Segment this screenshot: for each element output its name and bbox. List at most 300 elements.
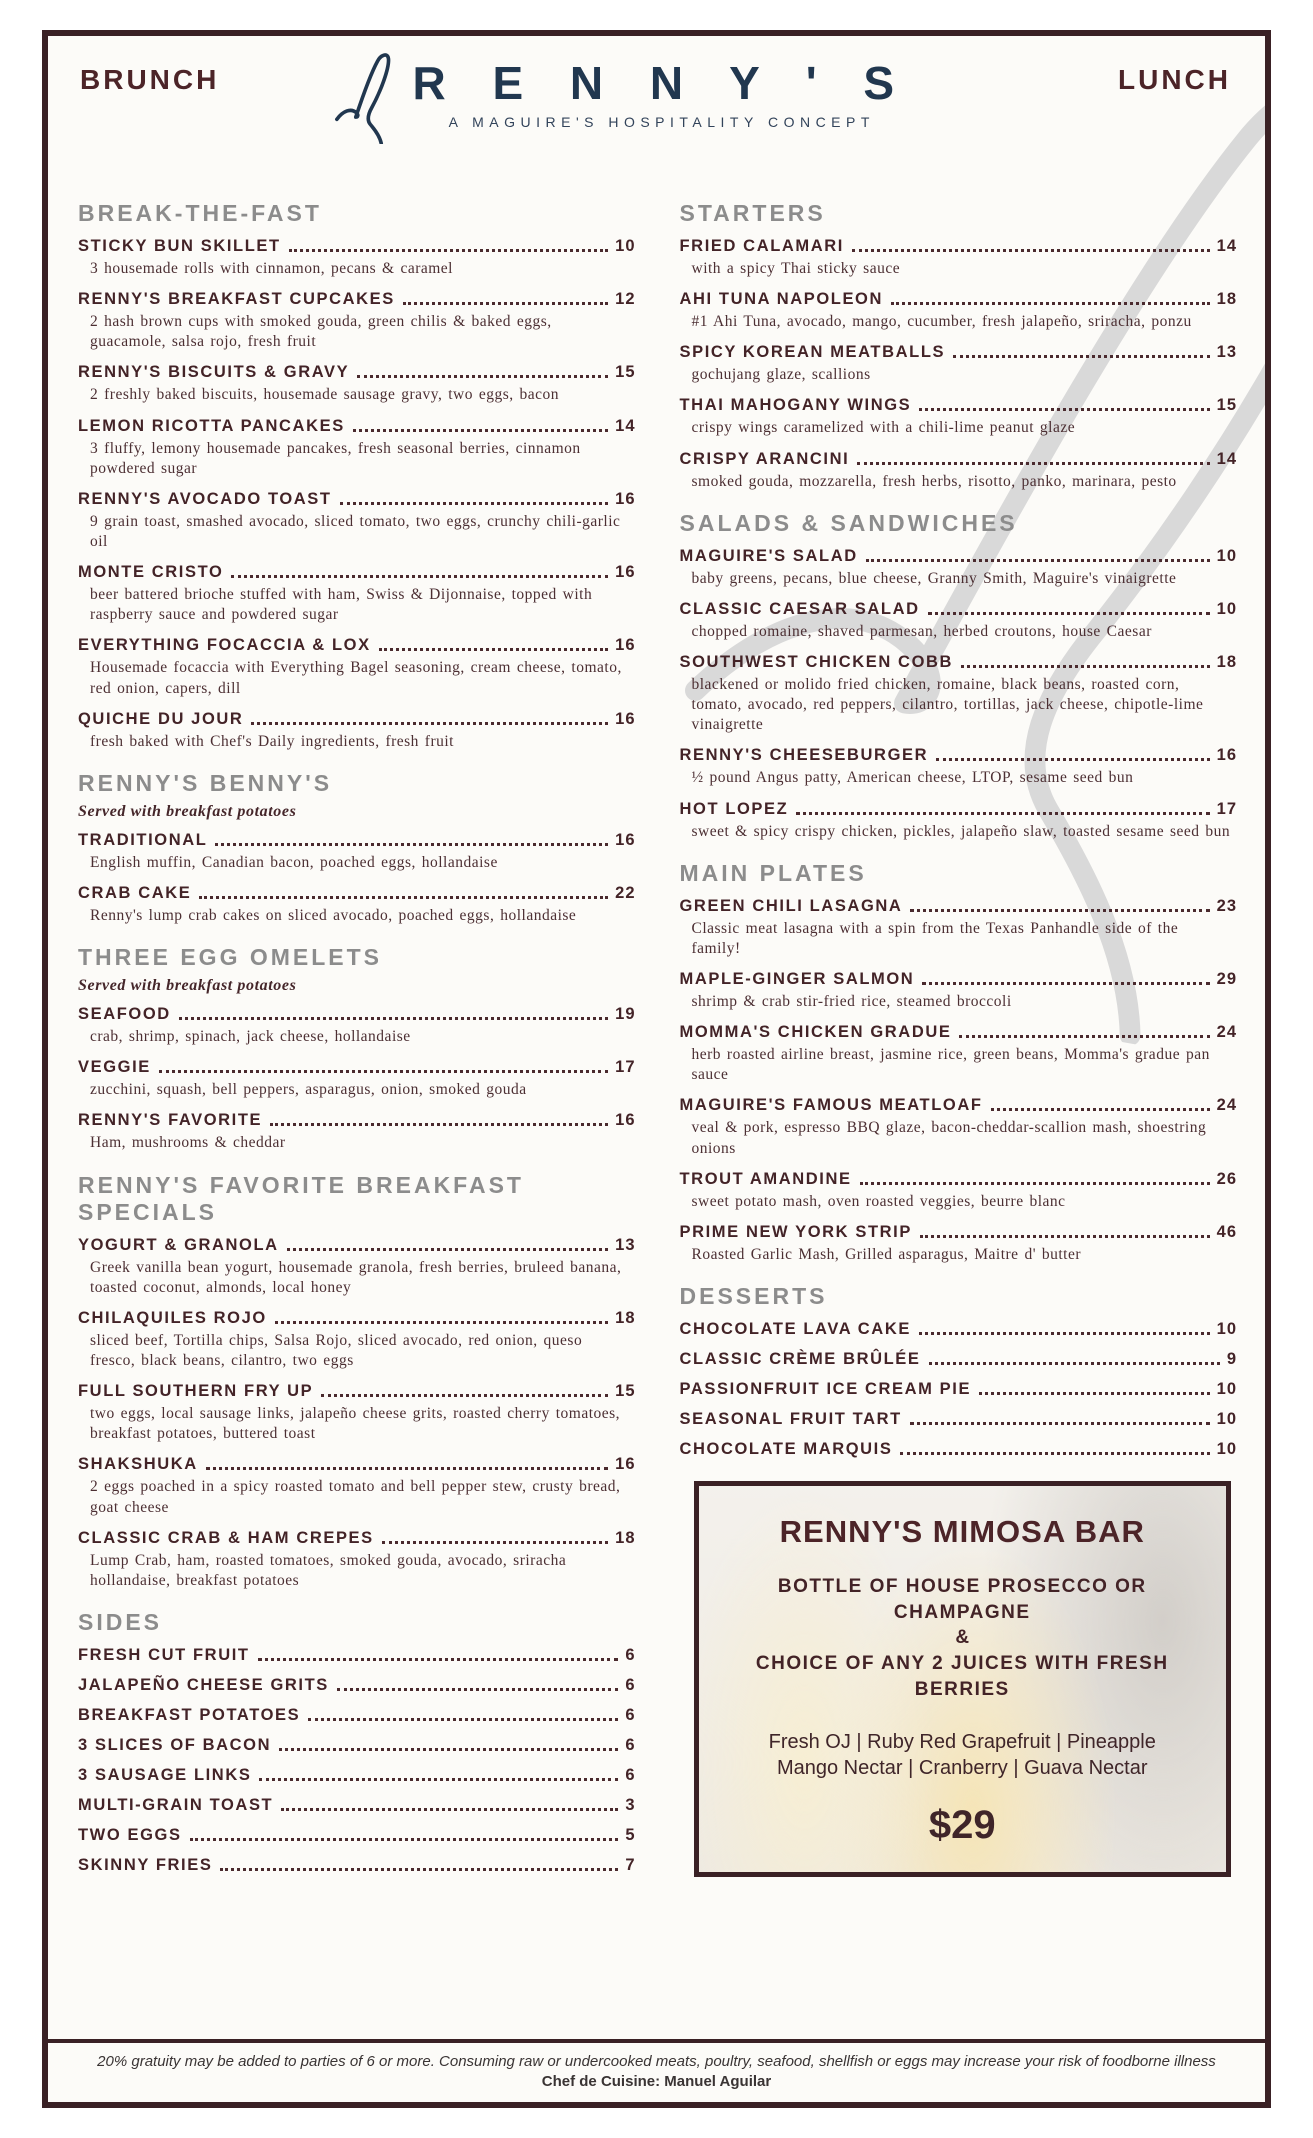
mimosa-bar-line1: BOTTLE OF HOUSE PROSECCO OR CHAMPAGNE <box>777 1575 1147 1623</box>
menu-item <box>680 343 1238 385</box>
lunch-label: LUNCH <box>1118 64 1231 95</box>
mimosa-bar-amp: & <box>955 1627 970 1649</box>
menu-item-row <box>78 237 636 256</box>
dotted-leader <box>382 1541 608 1544</box>
item-description: blackened or molido fried chicken, romaine, black beans, roasted corn, tomato, avocado, red peppers, cilantro, tortillas, jack cheese, chipotle-lime vinaigrette <box>691 675 1204 734</box>
item-price: 26 <box>1216 1169 1237 1188</box>
dotted-leader <box>919 408 1209 411</box>
item-price: 16 <box>615 563 636 582</box>
menu-item <box>680 547 1238 589</box>
item-price: 13 <box>1216 343 1237 362</box>
item-name: CHILAQUILES ROJO <box>78 1308 267 1327</box>
menu-item <box>78 1856 636 1875</box>
menu-item-row <box>680 1320 1238 1339</box>
item-name: RENNY'S AVOCADO TOAST <box>78 489 332 508</box>
item-name: PRIME NEW YORK STRIP <box>679 1222 912 1241</box>
menu-footer <box>48 2039 1265 2102</box>
item-name: MONTE CRISTO <box>78 563 224 582</box>
section-title: THREE EGG OMELETS <box>78 944 383 971</box>
item-price: 10 <box>1216 1379 1237 1398</box>
item-description: Ham, mushrooms & cheddar <box>90 1134 286 1152</box>
section-title: STARTERS <box>679 200 826 226</box>
menu-item <box>680 800 1238 842</box>
menu-section <box>680 1283 1238 1459</box>
menu-item <box>78 1676 636 1695</box>
dotted-leader <box>281 1808 618 1811</box>
dotted-leader <box>852 249 1210 252</box>
menu-item-row <box>680 1170 1238 1189</box>
item-price: 24 <box>1216 1096 1237 1115</box>
section-title: BREAK-THE-FAST <box>78 200 322 226</box>
item-name: CLASSIC CAESAR SALAD <box>679 599 920 618</box>
item-name: MAGUIRE'S SALAD <box>679 546 858 565</box>
menu-item-row <box>680 1023 1238 1042</box>
menu-item-row <box>78 1058 636 1077</box>
item-description: veal & pork, espresso BBQ glaze, bacon-cheddar-scallion mash, shoestring onions <box>691 1119 1207 1157</box>
dotted-leader <box>159 1070 608 1073</box>
menu-item <box>78 1646 636 1665</box>
menu-section <box>78 1609 636 1875</box>
item-price: 18 <box>615 1308 636 1327</box>
menu-item <box>78 710 636 752</box>
menu-item-row <box>78 290 636 309</box>
item-description: 9 grain toast, smashed avocado, sliced tomato, two eggs, crunchy chili-garlic oil <box>90 512 621 550</box>
menu-item-row <box>680 897 1238 916</box>
item-name: RENNY'S CHEESEBURGER <box>679 746 929 765</box>
section-title: MAIN PLATES <box>679 859 867 886</box>
menu-item-row <box>680 290 1238 309</box>
dotted-leader <box>953 355 1210 358</box>
section-items <box>78 1236 636 1591</box>
menu-item-row <box>78 1796 636 1815</box>
menu-item-row <box>680 653 1238 672</box>
item-price: 14 <box>1216 449 1237 468</box>
item-name: CRAB CAKE <box>78 883 192 902</box>
item-price: 10 <box>1216 1409 1237 1428</box>
item-name: TROUT AMANDINE <box>679 1169 852 1188</box>
menu-item <box>680 1096 1238 1158</box>
menu-item <box>680 1023 1238 1085</box>
menu-item-row <box>680 970 1238 989</box>
item-price: 3 <box>625 1795 636 1814</box>
menu-item-row <box>78 1676 636 1695</box>
item-description: Greek vanilla bean yogurt, housemade granola, fresh berries, bruleed banana, toasted coconut, almonds, local honey <box>90 1258 622 1296</box>
menu-item-row <box>78 1005 636 1024</box>
menu-item <box>680 1440 1238 1459</box>
dotted-leader <box>287 1248 608 1251</box>
dotted-leader <box>275 1321 608 1324</box>
dotted-leader <box>910 909 1209 912</box>
section-items <box>78 237 636 752</box>
item-description: zucchini, squash, bell peppers, asparagus, onion, smoked gouda <box>90 1081 527 1099</box>
menu-item-row <box>680 450 1238 469</box>
menu-section <box>78 944 636 1153</box>
item-price: 16 <box>615 1111 636 1130</box>
item-price: 12 <box>615 290 636 309</box>
menu-item <box>680 746 1238 788</box>
dotted-leader <box>206 1467 608 1470</box>
menu-header <box>48 36 1265 194</box>
menu-item <box>680 1410 1238 1429</box>
item-price: 18 <box>615 1528 636 1547</box>
menu-page <box>42 30 1271 2108</box>
item-price: 5 <box>625 1825 636 1844</box>
item-description: #1 Ahi Tuna, avocado, mango, cucumber, fresh jalapeño, sriracha, ponzu <box>691 313 1192 331</box>
dotted-leader <box>860 1182 1210 1185</box>
dotted-leader <box>991 1108 1210 1111</box>
menu-item-row <box>680 547 1238 566</box>
item-price: 16 <box>615 636 636 655</box>
item-description: baby greens, pecans, blue cheese, Granny Smith, Maguire's vinaigrette <box>691 569 1177 587</box>
dotted-leader <box>920 1235 1210 1238</box>
item-price: 6 <box>625 1645 636 1664</box>
dotted-leader <box>179 1017 608 1020</box>
item-price: 16 <box>615 709 636 728</box>
mimosa-juices-line1: Fresh OJ | Ruby Red Grapefruit | Pineapple <box>768 1730 1156 1753</box>
menu-item <box>78 417 636 479</box>
menu-section <box>680 510 1238 842</box>
dotted-leader <box>258 1658 619 1661</box>
item-description: chopped romaine, shaved parmesan, herbed croutons, house Caesar <box>691 622 1152 640</box>
dotted-leader <box>919 1332 1210 1335</box>
menu-item <box>680 653 1238 735</box>
menu-section <box>680 200 1238 492</box>
mimosa-bar-price: $29 <box>928 1802 996 1847</box>
item-price: 15 <box>1216 396 1237 415</box>
dotted-leader <box>220 1868 618 1871</box>
item-price: 10 <box>1216 546 1237 565</box>
menu-item-row <box>680 1410 1238 1429</box>
item-price: 14 <box>1216 237 1237 255</box>
item-name: TRADITIONAL <box>78 830 208 849</box>
mimosa-bar-line2: CHOICE OF ANY 2 JUICES WITH FRESH BERRIES <box>755 1653 1169 1700</box>
mimosa-bar-title: RENNY'S MIMOSA BAR <box>779 1513 1145 1549</box>
item-name: TWO EGGS <box>78 1825 182 1844</box>
item-price: 7 <box>625 1855 636 1874</box>
menu-item <box>78 290 636 352</box>
item-price: 6 <box>625 1675 636 1694</box>
section-items <box>78 1646 636 1875</box>
menu-item-row <box>78 1856 636 1875</box>
menu-item-row <box>78 1236 636 1255</box>
item-name: BREAKFAST POTATOES <box>78 1705 301 1724</box>
item-name: JALAPEÑO CHEESE GRITS <box>78 1675 329 1694</box>
item-name: RENNY'S BISCUITS & GRAVY <box>78 363 350 382</box>
menu-item <box>78 563 636 625</box>
item-price: 22 <box>615 883 636 902</box>
menu-item-row <box>78 1766 636 1785</box>
section-title: SIDES <box>78 1608 163 1635</box>
item-price: 19 <box>615 1005 636 1024</box>
menu-item <box>680 396 1238 438</box>
menu-item <box>78 1796 636 1815</box>
section-note: Served with breakfast potatoes <box>78 977 297 995</box>
menu-item <box>680 450 1238 492</box>
item-price: 16 <box>615 1455 636 1474</box>
item-name: HOT LOPEZ <box>679 799 789 818</box>
dotted-leader <box>231 575 608 578</box>
item-price: 17 <box>615 1058 636 1077</box>
item-name: AHI TUNA NAPOLEON <box>679 290 884 309</box>
section-items <box>78 1005 636 1153</box>
section-items <box>78 831 636 926</box>
item-description: with a spicy Thai sticky sauce <box>691 260 901 277</box>
item-name: MAGUIRE'S FAMOUS MEATLOAF <box>679 1096 983 1115</box>
brand-tagline: A MAGUIRE'S HOSPITALITY CONCEPT <box>448 114 875 130</box>
menu-columns <box>48 194 1265 1886</box>
item-price: 10 <box>615 237 636 255</box>
item-name: 3 SLICES OF BACON <box>78 1735 272 1754</box>
dotted-leader <box>936 758 1210 761</box>
menu-item-row <box>78 1736 636 1755</box>
section-items <box>680 237 1238 492</box>
item-description: two eggs, local sausage links, jalapeño cheese grits, roasted cherry tomatoes, breakfast potatoes, buttered toast <box>90 1405 621 1443</box>
section-title: RENNY'S BENNY'S <box>78 769 333 796</box>
dotted-leader <box>259 1778 618 1781</box>
item-price: 6 <box>625 1735 636 1754</box>
item-name: SKINNY FRIES <box>78 1855 213 1874</box>
menu-item-row <box>680 746 1238 765</box>
item-name: FRIED CALAMARI <box>679 237 844 255</box>
item-description: 3 fluffy, lemony housemade pancakes, fresh seasonal berries, cinnamon powdered sugar <box>90 439 581 477</box>
dotted-leader <box>866 559 1210 562</box>
menu-item-row <box>78 1826 636 1845</box>
dotted-leader <box>891 302 1210 305</box>
menu-item <box>78 363 636 405</box>
item-price: 14 <box>615 416 636 435</box>
dotted-leader <box>959 1035 1209 1038</box>
item-price: 6 <box>625 1765 636 1784</box>
menu-item-row <box>78 363 636 382</box>
menu-item <box>680 897 1238 959</box>
menu-item-row <box>680 1380 1238 1399</box>
item-name: GREEN CHILI LASAGNA <box>679 896 903 915</box>
menu-item <box>78 1236 636 1298</box>
menu-item <box>680 600 1238 642</box>
section-title: DESSERTS <box>679 1282 828 1309</box>
dotted-leader <box>308 1718 618 1721</box>
right-column-sections <box>680 200 1238 1459</box>
item-price: 24 <box>1216 1023 1237 1042</box>
dotted-leader <box>979 1392 1210 1395</box>
menu-item-row <box>680 343 1238 362</box>
menu-item-row <box>78 1646 636 1665</box>
item-name: THAI MAHOGANY WINGS <box>679 396 912 415</box>
menu-item-row <box>78 884 636 903</box>
item-description: sliced beef, Tortilla chips, Salsa Rojo, sliced avocado, red onion, queso fresco, black beans, cilantro, two eggs <box>90 1331 583 1369</box>
item-price: 9 <box>1226 1349 1237 1368</box>
dotted-leader <box>857 462 1209 465</box>
menu-item <box>680 1170 1238 1212</box>
menu-section <box>78 200 636 752</box>
item-description: crispy wings caramelized with a chili-lime peanut glaze <box>691 419 1076 437</box>
dotted-leader <box>321 1394 608 1397</box>
menu-item <box>78 1005 636 1047</box>
menu-item-row <box>680 396 1238 415</box>
dotted-leader <box>251 722 608 725</box>
brunch-label: BRUNCH <box>80 64 220 95</box>
dotted-leader <box>279 1748 618 1751</box>
item-name: SHAKSHUKA <box>78 1455 198 1474</box>
menu-item-row <box>680 600 1238 619</box>
item-name: YOGURT & GRANOLA <box>78 1235 279 1254</box>
menu-item-row <box>680 1350 1238 1369</box>
item-name: 3 SAUSAGE LINKS <box>78 1765 252 1784</box>
item-description: Classic meat lasagna with a spin from the Texas Panhandle side of the family! <box>691 919 1179 957</box>
item-name: EVERYTHING FOCACCIA & LOX <box>78 636 371 655</box>
menu-item <box>78 1382 636 1444</box>
dotted-leader <box>403 302 608 305</box>
dotted-leader <box>199 896 608 899</box>
logo-r-icon <box>332 48 398 144</box>
item-price: 15 <box>615 363 636 382</box>
item-name: STICKY BUN SKILLET <box>78 237 281 255</box>
item-price: 16 <box>615 489 636 508</box>
dotted-leader <box>379 648 608 651</box>
menu-item-row <box>680 800 1238 819</box>
menu-item <box>680 237 1238 279</box>
menu-item-row <box>680 1096 1238 1115</box>
item-price: 17 <box>1216 799 1237 818</box>
menu-item <box>78 1309 636 1371</box>
item-name: MULTI-GRAIN TOAST <box>78 1795 274 1814</box>
menu-item-row <box>78 1111 636 1130</box>
item-description: Lump Crab, ham, roasted tomatoes, smoked gouda, avocado, sriracha hollandaise, breakfast potatoes <box>90 1551 567 1589</box>
menu-item <box>680 290 1238 332</box>
menu-item <box>78 636 636 698</box>
menu-item <box>78 1529 636 1591</box>
menu-section <box>680 860 1238 1265</box>
item-description: 2 freshly baked biscuits, housemade sausage gravy, two eggs, bacon <box>90 386 560 404</box>
mimosa-bar-juices <box>719 1729 1207 1781</box>
menu-item-row <box>680 1440 1238 1459</box>
dotted-leader <box>215 843 608 846</box>
item-description: ½ pound Angus patty, American cheese, LTOP, sesame seed bun <box>691 769 1134 787</box>
dotted-leader <box>353 429 608 432</box>
section-note: Served with breakfast potatoes <box>78 802 297 820</box>
item-name: RENNY'S FAVORITE <box>78 1111 263 1130</box>
item-name: MOMMA'S CHICKEN GRADUE <box>679 1023 952 1042</box>
item-description: Roasted Garlic Mash, Grilled asparagus, Maitre d' butter <box>691 1245 1082 1263</box>
menu-item <box>680 1320 1238 1339</box>
item-description: shrimp & crab stir-fried rice, steamed broccoli <box>691 992 1012 1010</box>
item-name: RENNY'S BREAKFAST CUPCAKES <box>78 290 395 309</box>
section-items <box>680 897 1238 1265</box>
dotted-leader <box>289 249 608 252</box>
left-column <box>78 200 636 1886</box>
dotted-leader <box>928 612 1210 615</box>
item-description: 2 hash brown cups with smoked gouda, green chilis & baked eggs, guacamole, salsa rojo, fresh fruit <box>90 313 552 351</box>
right-column <box>680 200 1238 1886</box>
dotted-leader <box>796 812 1209 815</box>
footer-disclaimer: 20% gratuity may be added to parties of 6 or more. Consuming raw or undercooked meats, poultry, seafood, shellfish or eggs may increase your risk of foodborne illness <box>97 2053 1216 2070</box>
menu-item <box>78 490 636 552</box>
item-description: crab, shrimp, spinach, jack cheese, hollandaise <box>90 1028 411 1046</box>
menu-item <box>78 1826 636 1845</box>
menu-item <box>78 884 636 926</box>
section-title: SALADS & SANDWICHES <box>679 509 1018 536</box>
menu-item-row <box>78 636 636 655</box>
item-name: CHOCOLATE LAVA CAKE <box>679 1319 911 1338</box>
mimosa-bar-box <box>694 1481 1232 1877</box>
item-description: beer battered brioche stuffed with ham, Swiss & Dijonnaise, topped with raspberry sauce and powdered sugar <box>90 586 593 624</box>
menu-item-row <box>78 563 636 582</box>
item-name: CRISPY ARANCINI <box>679 449 850 468</box>
dotted-leader <box>337 1688 618 1691</box>
item-name: FRESH CUT FRUIT <box>78 1645 250 1664</box>
item-price: 18 <box>1216 290 1237 309</box>
menu-item <box>680 970 1238 1012</box>
menu-item-row <box>78 1455 636 1474</box>
item-description: 2 eggs poached in a spicy roasted tomato and bell pepper stew, crusty bread, goat cheese <box>90 1478 621 1516</box>
menu-item <box>78 1455 636 1517</box>
item-name: FULL SOUTHERN FRY UP <box>78 1382 314 1401</box>
item-description: herb roasted airline breast, jasmine rice, green beans, Momma's gradue pan sauce <box>691 1046 1210 1084</box>
item-name: SEAFOOD <box>78 1005 171 1024</box>
menu-item-row <box>78 1382 636 1401</box>
footer-chef-line: Chef de Cuisine: Manuel Aguilar <box>541 2073 772 2090</box>
menu-item-row <box>680 237 1238 256</box>
menu-item-row <box>78 1706 636 1725</box>
menu-item-row <box>78 1309 636 1328</box>
menu-item <box>680 1350 1238 1369</box>
item-description: smoked gouda, mozzarella, fresh herbs, risotto, panko, marinara, pesto <box>691 472 1177 490</box>
menu-item-row <box>78 1529 636 1548</box>
item-price: 29 <box>1216 969 1237 988</box>
item-description: fresh baked with Chef's Daily ingredients, fresh fruit <box>90 732 454 750</box>
dotted-leader <box>190 1838 619 1841</box>
dotted-leader <box>270 1123 608 1126</box>
item-price: 10 <box>1216 599 1237 618</box>
item-price: 10 <box>1216 1439 1237 1458</box>
item-description: sweet & spicy crispy chicken, pickles, jalapeño slaw, toasted sesame seed bun <box>691 822 1231 840</box>
item-name: CLASSIC CRAB & HAM CREPES <box>78 1528 374 1547</box>
menu-item <box>78 1058 636 1100</box>
item-name: SPICY KOREAN MEATBALLS <box>679 343 946 362</box>
item-price: 10 <box>1216 1319 1237 1338</box>
item-description: English muffin, Canadian bacon, poached eggs, hollandaise <box>90 853 498 871</box>
item-description: Renny's lump crab cakes on sliced avocado, poached eggs, hollandaise <box>90 906 577 924</box>
item-name: SOUTHWEST CHICKEN COBB <box>679 652 954 671</box>
item-price: 15 <box>615 1382 636 1401</box>
item-description: 3 housemade rolls with cinnamon, pecans & caramel <box>90 260 453 277</box>
item-name: SEASONAL FRUIT TART <box>679 1409 902 1428</box>
item-name: VEGGIE <box>78 1058 151 1077</box>
item-price: 18 <box>1216 652 1237 671</box>
menu-item <box>78 237 636 279</box>
menu-item <box>680 1223 1238 1265</box>
item-price: 16 <box>615 830 636 849</box>
section-items <box>680 1320 1238 1459</box>
item-name: LEMON RICOTTA PANCAKES <box>78 416 345 435</box>
menu-item-row <box>78 490 636 509</box>
item-price: 46 <box>1216 1222 1237 1241</box>
menu-item <box>680 1380 1238 1399</box>
item-name: MAPLE-GINGER SALMON <box>679 969 915 988</box>
dotted-leader <box>929 1362 1220 1365</box>
dotted-leader <box>900 1452 1209 1455</box>
section-title: RENNY'S FAVORITE BREAKFAST SPECIALS <box>78 1171 524 1225</box>
item-description: gochujang glaze, scallions <box>691 366 871 384</box>
item-name: CHOCOLATE MARQUIS <box>679 1439 893 1458</box>
item-description: sweet potato mash, oven roasted veggies, beurre blanc <box>691 1192 1066 1210</box>
item-price: 23 <box>1216 896 1237 915</box>
section-items <box>680 547 1238 842</box>
item-description: Housemade focaccia with Everything Bagel seasoning, cream cheese, tomato, red onion, capers, dill <box>90 659 622 697</box>
menu-item-row <box>680 1223 1238 1242</box>
item-price: 6 <box>625 1705 636 1724</box>
menu-item <box>78 1766 636 1785</box>
